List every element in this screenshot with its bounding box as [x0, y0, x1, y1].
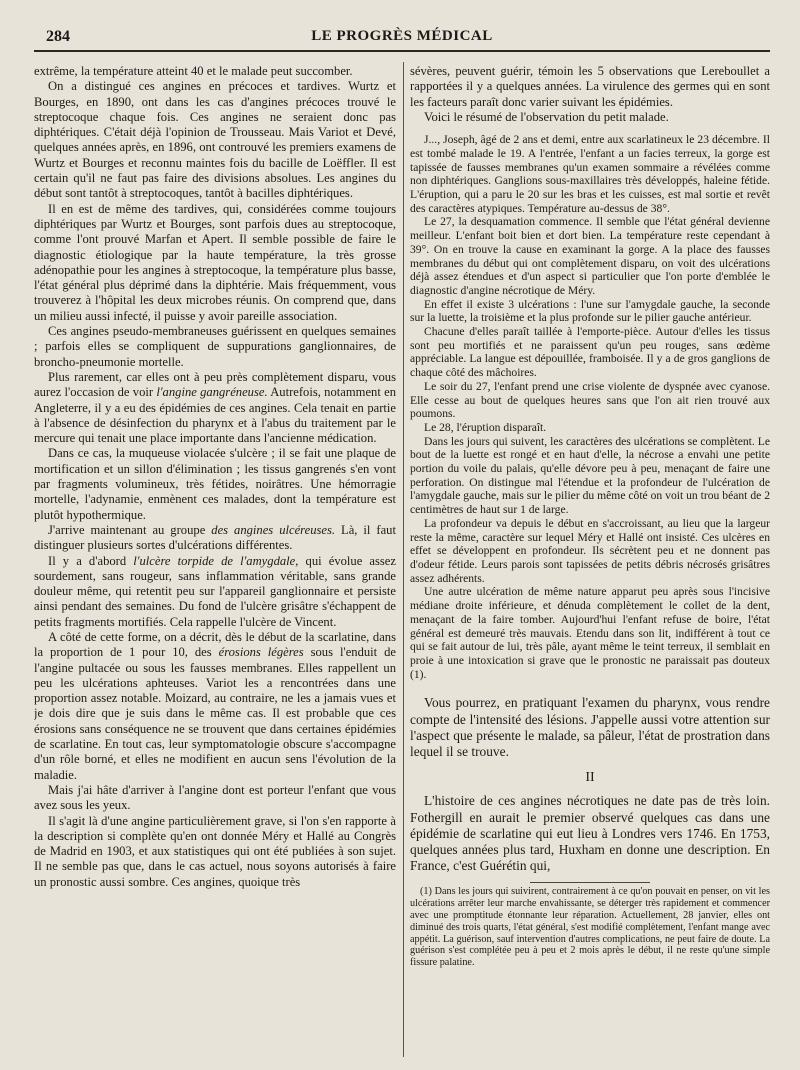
text-run: J'arrive maintenant au groupe: [48, 522, 212, 537]
paragraph: extrême, la température atteint 40 et le malade peut succomber.: [34, 64, 353, 78]
left-column: [34, 64, 396, 1062]
emphasis: l'angine gangréneuse.: [156, 385, 268, 400]
paragraph: Voici le résumé de l'observation du petit malade.: [424, 109, 669, 124]
text-run: Plus rarement, car elles ont à peu près complètement disparu, vous aurez l'occasion de voir: [34, 369, 396, 400]
observation-paragraph: Une autre ulcération de même nature apparut peu après sous l'incisive médiane droite inférieure, et dénuda complètement le collet de la dent, menaçant de la faire tomber. Aujourd'hui l'enfant refuse de boire, l'état général est demeuré très mauvais. Etendu dans son lit, indifférent à tout ce qui se fait autour de lui, très pâle, ayant même le teint terreux, il semblait en proie à une intoxication si grave que le pronostic ne paraissait pas douteux (1).: [410, 585, 770, 681]
section-heading: II: [585, 770, 595, 786]
paragraph: Il en est de même des tardives, qui, considérées comme toujours diphtériques par Wurtz et Bourges, sont parfois dues au streptocoque, comme l'ont prouvé Marfan et Apert. Il semble possible de faire le diagnostic étiologique par la haute température, la très grosse adénopathie pour les angines à streptocoque, la température plus basse, l'état général plus déprimé dans la diphtérie. Mais fréquemment, vous trouverez à l'hôpital les deux microbes réunis. On comprend que, dans un milieu aussi infecté, il puisse y avoir pareille association.: [34, 201, 396, 323]
text-run: A côté de cette forme, on a décrit, dès le début de la scarlatine, dans la proportion de 1 pour 10, des: [34, 629, 396, 660]
text-run: Il y a d'abord: [48, 553, 134, 568]
observation-paragraph: Chacune d'elles paraît taillée à l'emporte-pièce. Autour d'elles les tissus sont peu mortifiés et ne paraissent qu'un peu rouges, sans œdème appréciable. La langue est dépouillée, framboisée. Il y a de gros ganglions de chaque côté des mâchoires.: [410, 325, 770, 380]
emphasis: l'ulcère torpide de l'amygdale,: [133, 553, 299, 568]
paragraph: sévères, peuvent guérir, témoin les 5 observations que Lereboullet a rapportées il y a quelques années. La virulence des germes qui en sont les facteurs paraît donc varier suivant les épidémies.: [410, 64, 770, 109]
paragraph: Il s'agit là d'une angine particulièrement grave, si l'on s'en rapporte à la description si complète qu'en ont donnée Méry et Hallé au Congrès de Madrid en 1903, et aux statistiques qui ont été publiées à son sujet. Il ne semble pas que, dans le cas actuel, nous soyons autorisés à faire un pronostic aussi sombre. Ces angines, quoique très: [34, 813, 396, 889]
observation-paragraph: Le 28, l'éruption disparaît.: [424, 420, 547, 434]
page-number: 284: [46, 28, 70, 45]
paragraph: Vous pourrez, en pratiquant l'examen du pharynx, vous rendre compte de l'intensité des lésions. J'appelle aussi votre attention sur l'aspect que présente le malade, sa pâleur, l'état de prostration dans lequel il se trouve.: [410, 695, 770, 759]
right-column: [410, 64, 770, 1062]
journal-title: LE PROGRÈS MÉDICAL: [311, 28, 493, 44]
paragraph: [34, 630, 396, 783]
footnote-text: (1) Dans les jours qui suivirent, contrairement à ce qu'on pouvait en penser, on vit les ulcérations arrêter leur marche envahissante, se déterger très rapidement et commencer avec une promptitude étonnante leur réparation. Actuellement, 28 janvier, elles ont diminué des trois quarts, l'état général, s'est modifié complètement, l'enfant mange avec appétit. La guérison, sauf intervention d'autres complications, ne peut faire de doute. La guérison s'est complétée peu à peu et 2 mois après le début, il ne reste qu'une simple fissure palatine.: [410, 886, 770, 969]
text-run: qui évolue assez sourdement, sans rougeur, sans inflammation véritable, sans grande douleur même, qui retentit peu sur l'appareil ganglionnaire et persiste ainsi pendant des semaines. Du fond de l'ulcère grisâtre s'échappent de petits fragments mortifiés. Cela rappelle l'ulcère de Vincent.: [34, 553, 396, 629]
text-run: Autrefois, notamment en Angleterre, il y a eu des épidémies de ces angines. Cela tenait en partie à l'absence de désinfection du pharynx et à l'abus du traitement par le mercure qui tenait une place importante dans l'ancienne médication.: [34, 385, 396, 446]
spacer: [410, 681, 770, 695]
text-run: Là, il faut distinguer plusieurs sortes d'ulcérations différentes.: [34, 522, 396, 553]
observation-paragraph: Le soir du 27, l'enfant prend une crise violente de dyspnée avec cyanose. Elle cesse au bout de quelques heures sans que l'on ait rien trouvé aux poumons.: [410, 379, 770, 421]
emphasis: des angines ulcéreuses.: [211, 522, 336, 537]
paragraph: Dans ce cas, la muqueuse violacée s'ulcère ; il se fait une plaque de mortification et un sillon d'élimination ; les tissus gangrenés s'en vont par fragments volumineux, très fétides, noirâtres. Une hémorragie mortelle, l'adynamie, enmènent ces malades, dont la température est plutôt hypothermique.: [34, 446, 396, 522]
observation-paragraph: J..., Joseph, âgé de 2 ans et demi, entre aux scarlatineux le 23 décembre. Il est tombé malade le 19. A l'entrée, l'enfant a un facies terreux, la gorge est tapissée de fausses membranes qu'un examen sommaire a révélées comme non diphtériques. Ganglions sous-maxillaires très développés, haleine fétide. L'éruption, qui a paru le 20 sur les bras et les cuisses, est mal sortie et revêt des caractères atypiques. Température au-dessus de 38°.: [410, 133, 770, 215]
text-run: sous l'enduit de l'angine pultacée ou sous les fausses membranes. Elles rappellent un peu les ulcérations aphteuses. Variot les a rencontrées dans une proportion assez notable. Moizard, au contraire, ne les a jamais vues et je dois dire que je suis dans le même cas. Il est probable que ces érosions sans conséquence ne se trouvent que dans certaines épidémies de scarlatine. En tout cas, leur symptomatologie obscure s'accompagne d'un rôle borné, et elles ne modifient en aucun sens l'évolution de la maladie.: [34, 645, 396, 782]
observation-paragraph: En effet il existe 3 ulcérations : l'une sur l'amygdale gauche, la seconde sur la luette, la troisième et la plus profonde sur le pilier gauche antérieur.: [410, 297, 770, 325]
paragraph: Mais j'ai hâte d'arriver à l'angine dont est porteur l'enfant que vous avez sous les yeux.: [34, 782, 396, 813]
footnote-rule: [530, 882, 650, 883]
footnote: [410, 886, 770, 969]
paragraph: [34, 370, 396, 446]
paragraph: [34, 554, 396, 630]
emphasis: érosions légères: [218, 645, 304, 660]
running-header: [34, 26, 770, 52]
paragraph: Ces angines pseudo-membraneuses guérissent en quelques semaines ; parfois elles se compliquent de suppurations ganglionnaires, de broncho-pneumonie mortelle.: [34, 324, 396, 369]
observation-paragraph: La profondeur va depuis le début en s'accroissant, au lieu que la largeur reste la même, caractère sur lequel Méry et Hallé ont insisté. Ces ulcères en effet se développent en profondeur. Ils sécrètent peu et ne donnent pas d'odeur fétide. Leurs parois sont tapissées de petits débris nécrosés grisâtres assez adhérents.: [410, 516, 770, 585]
paragraph: [34, 523, 396, 554]
column-divider: [403, 62, 404, 1057]
paragraph: L'histoire de ces angines nécrotiques ne date pas de très loin. Fothergill en aurait le premier observé quelques cas dans une épidémie de scarlatine qui eut lieu à Londres vers 1746. En 1753, quelques années plus tard, Huxham en donne une description. En France, c'est Guérétin qui,: [410, 793, 770, 874]
case-observation: [410, 133, 770, 681]
observation-paragraph: Dans les jours qui suivent, les caractères des ulcérations se complètent. Le bout de la luette est rongé et en haut d'elle, la nécrose a envahi une petite portion du voile du palais, qu'elle dévore peu à peu, menaçant de faire une perforation. On distingue mal l'étendue et la profondeur de l'ulcération de l'amygdale gauche, mais sur le pilier du même côté on voit un trou béant de 2 centimètres de haut sur 1 de large.: [410, 434, 770, 517]
paragraph: On a distingué ces angines en précoces et tardives. Wurtz et Bourges, en 1890, ont dans les cas d'angines précoces trouvé le streptocoque chaque fois. Ces angines ne seraient donc pas diphtériques. C'était déjà l'opinion de Trousseau. Mais Variot et Devé, quelques années après, en 1896, ont controuvé les premiers examens de Wurtz et Bourges et reconnu maintes fois du bacille de Loëffler. Il est certain qu'il ne faut pas faire des divisions absolues. Les angines du début sont tantôt à streptocoques, tantôt à bacilles diphtériques.: [34, 79, 396, 201]
observation-paragraph: Le 27, la desquamation commence. Il semble que l'état général devienne meilleur. L'enfant boit bien et dort bien. La température reste cependant à 39°. On en trouve la cause en examinant la gorge. A la place des fausses membranes du début qui ont complètement disparu, on voit des ulcérations déjà assez étendues et d'un aspect si particulier que l'on porte d'emblée le diagnostic d'angine nécrotique de Méry.: [410, 215, 770, 297]
